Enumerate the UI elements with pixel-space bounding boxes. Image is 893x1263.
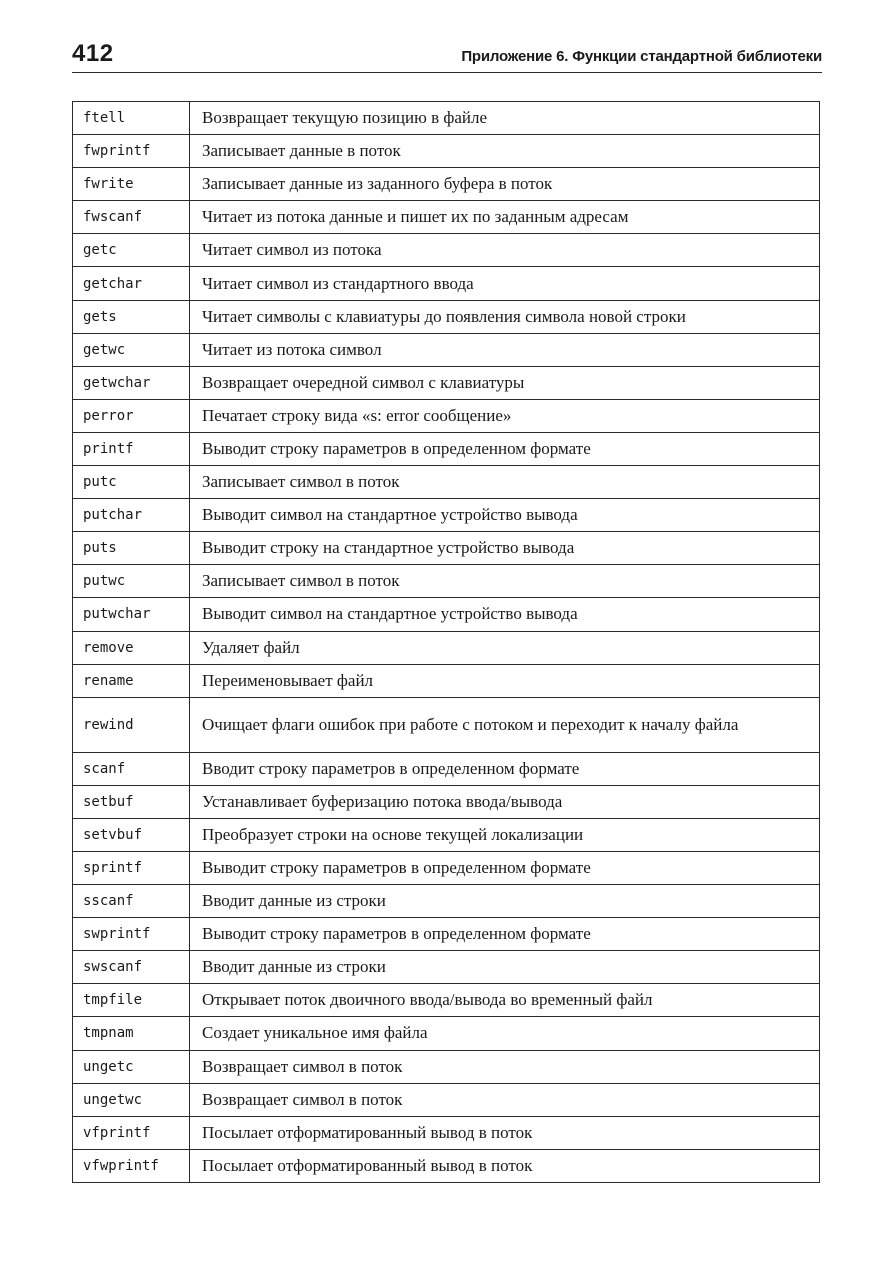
table-row [73, 697, 820, 752]
function-description-cell: Выводит строку на стандартное устройство вывода [190, 532, 820, 565]
function-name-cell: ungetwc [73, 1083, 190, 1116]
function-description-cell: Печатает строку вида «s: error сообщение» [190, 399, 820, 432]
function-name-cell: getwc [73, 333, 190, 366]
function-name-cell: rewind [73, 697, 190, 752]
running-title: Приложение 6. Функции стандартной библиотеки [461, 48, 822, 65]
table-row [73, 1017, 820, 1050]
function-name-cell: ungetc [73, 1050, 190, 1083]
table-row [73, 631, 820, 664]
function-description-cell: Вводит данные из строки [190, 885, 820, 918]
function-name-cell: fwscanf [73, 201, 190, 234]
function-table-body [73, 102, 820, 1183]
table-row [73, 201, 820, 234]
table-row [73, 1050, 820, 1083]
function-name-cell: getchar [73, 267, 190, 300]
function-description-cell: Возвращает текущую позицию в файле [190, 102, 820, 135]
function-description-cell: Выводит строку параметров в определенном формате [190, 918, 820, 951]
table-row [73, 234, 820, 267]
table-row [73, 499, 820, 532]
table-row [73, 432, 820, 465]
function-name-cell: tmpfile [73, 984, 190, 1017]
table-row [73, 664, 820, 697]
function-description-cell: Выводит строку параметров в определенном формате [190, 432, 820, 465]
table-row [73, 885, 820, 918]
table-row [73, 532, 820, 565]
function-description-cell: Читает символ из стандартного ввода [190, 267, 820, 300]
function-description-cell: Удаляет файл [190, 631, 820, 664]
function-description-cell: Очищает флаги ошибок при работе с потоком и переходит к началу файла [190, 697, 820, 752]
function-description-cell: Открывает поток двоичного ввода/вывода во временный файл [190, 984, 820, 1017]
function-description-cell: Читает символы с клавиатуры до появления символа новой строки [190, 300, 820, 333]
function-description-cell: Вводит строку параметров в определенном формате [190, 752, 820, 785]
function-description-cell: Посылает отформатированный вывод в поток [190, 1149, 820, 1182]
table-row [73, 135, 820, 168]
table-row [73, 366, 820, 399]
function-name-cell: puts [73, 532, 190, 565]
table-row [73, 818, 820, 851]
function-name-cell: getc [73, 234, 190, 267]
function-table [72, 101, 820, 1183]
function-description-cell: Возвращает символ в поток [190, 1083, 820, 1116]
table-row [73, 918, 820, 951]
function-description-cell: Посылает отформатированный вывод в поток [190, 1116, 820, 1149]
function-name-cell: setvbuf [73, 818, 190, 851]
function-description-cell: Записывает данные из заданного буфера в поток [190, 168, 820, 201]
page-header [72, 40, 822, 73]
function-name-cell: ftell [73, 102, 190, 135]
table-row [73, 598, 820, 631]
function-description-cell: Читает из потока символ [190, 333, 820, 366]
table-row [73, 851, 820, 884]
function-name-cell: putchar [73, 499, 190, 532]
table-row [73, 102, 820, 135]
function-description-cell: Выводит символ на стандартное устройство вывода [190, 598, 820, 631]
function-name-cell: putwchar [73, 598, 190, 631]
function-description-cell: Возвращает символ в поток [190, 1050, 820, 1083]
table-row [73, 1149, 820, 1182]
function-description-cell: Записывает символ в поток [190, 466, 820, 499]
function-name-cell: rename [73, 664, 190, 697]
function-name-cell: sscanf [73, 885, 190, 918]
function-name-cell: swscanf [73, 951, 190, 984]
function-name-cell: tmpnam [73, 1017, 190, 1050]
function-name-cell: remove [73, 631, 190, 664]
table-row [73, 951, 820, 984]
function-description-cell: Возвращает очередной символ с клавиатуры [190, 366, 820, 399]
table-row [73, 333, 820, 366]
function-description-cell: Записывает данные в поток [190, 135, 820, 168]
function-name-cell: gets [73, 300, 190, 333]
function-description-cell: Записывает символ в поток [190, 565, 820, 598]
function-name-cell: vfprintf [73, 1116, 190, 1149]
function-name-cell: sprintf [73, 851, 190, 884]
function-name-cell: putwc [73, 565, 190, 598]
function-name-cell: putc [73, 466, 190, 499]
function-description-cell: Вводит данные из строки [190, 951, 820, 984]
function-description-cell: Создает уникальное имя файла [190, 1017, 820, 1050]
table-row [73, 785, 820, 818]
table-row [73, 168, 820, 201]
function-description-cell: Переименовывает файл [190, 664, 820, 697]
function-name-cell: scanf [73, 752, 190, 785]
page-number: 412 [72, 40, 114, 67]
function-name-cell: setbuf [73, 785, 190, 818]
function-description-cell: Выводит строку параметров в определенном формате [190, 851, 820, 884]
function-name-cell: swprintf [73, 918, 190, 951]
function-name-cell: vfwprintf [73, 1149, 190, 1182]
table-row [73, 565, 820, 598]
function-name-cell: perror [73, 399, 190, 432]
function-description-cell: Выводит символ на стандартное устройство вывода [190, 499, 820, 532]
table-row [73, 399, 820, 432]
function-description-cell: Читает символ из потока [190, 234, 820, 267]
function-description-cell: Читает из потока данные и пишет их по заданным адресам [190, 201, 820, 234]
function-description-cell: Устанавливает буферизацию потока ввода/вывода [190, 785, 820, 818]
function-name-cell: fwrite [73, 168, 190, 201]
function-description-cell: Преобразует строки на основе текущей локализации [190, 818, 820, 851]
table-row [73, 1083, 820, 1116]
table-row [73, 300, 820, 333]
table-row [73, 267, 820, 300]
table-row [73, 1116, 820, 1149]
table-row [73, 466, 820, 499]
function-name-cell: fwprintf [73, 135, 190, 168]
table-row [73, 984, 820, 1017]
function-name-cell: printf [73, 432, 190, 465]
function-name-cell: getwchar [73, 366, 190, 399]
table-row [73, 752, 820, 785]
